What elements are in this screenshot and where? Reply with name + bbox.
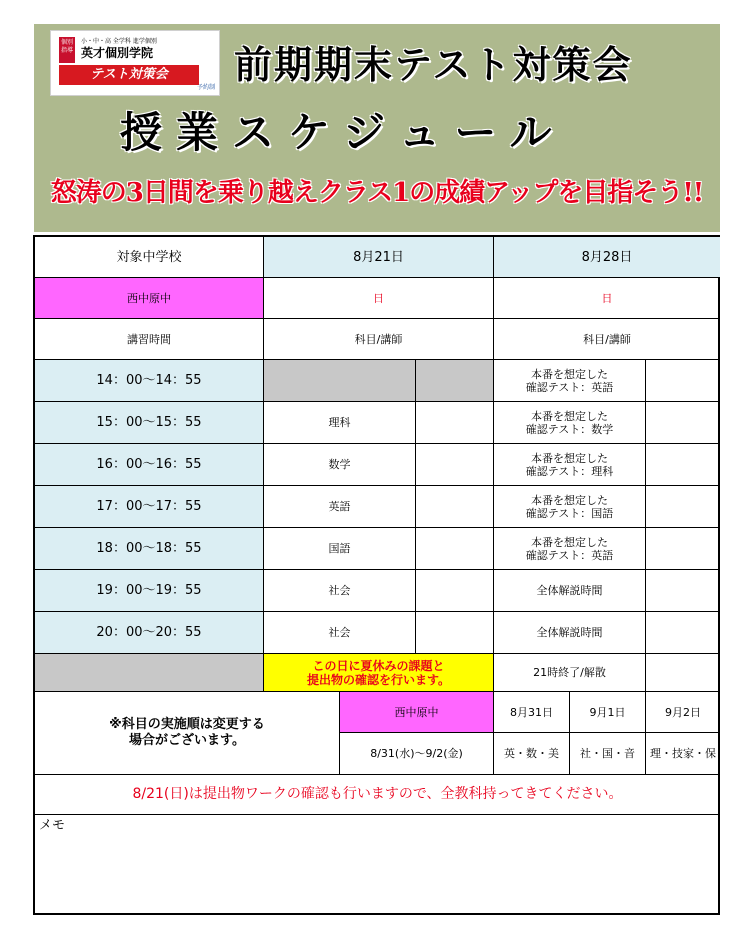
day2-slot-4: 本番を想定した 確認テスト：国語 (494, 486, 646, 528)
day2-slot-2: 本番を想定した 確認テスト：数学 (494, 402, 646, 444)
day-1: 日 (264, 278, 494, 319)
header-banner (34, 24, 720, 232)
day1-teacher-6 (416, 570, 494, 612)
day1-slot-5: 国語 (264, 528, 416, 570)
date-1: 8月21日 (264, 237, 494, 278)
end-note: 21時終了/解散 (494, 654, 646, 692)
day2-teacher-3 (646, 444, 720, 486)
time-slot-3: 16：00〜16：55 (35, 444, 264, 486)
school-name: 西中原中 (35, 278, 264, 319)
day1-teacher-4 (416, 486, 494, 528)
day2-slot-3: 本番を想定した 確認テスト：理科 (494, 444, 646, 486)
day2-teacher-1 (646, 360, 720, 402)
logo-band: テスト対策会 (59, 65, 199, 85)
day1-slot-2: 理科 (264, 402, 416, 444)
time-slot-4: 17：00〜17：55 (35, 486, 264, 528)
slogan: 怒涛の3日間を乗り越えクラス1の成績アップを目指そう!! (50, 178, 704, 208)
day-2: 日 (494, 278, 720, 319)
day2-slot-1: 本番を想定した 確認テスト：英語 (494, 360, 646, 402)
day2-teacher-2 (646, 402, 720, 444)
logo-school-name: 英才個別学院 (81, 46, 154, 60)
time-slot-7: 20：00〜20：55 (35, 612, 264, 654)
subject-teacher-1: 科目/講師 (264, 319, 494, 360)
test-school: 西中原中 (340, 692, 494, 733)
day1-slot-3: 数学 (264, 444, 416, 486)
test-date-3: 9月2日 (646, 692, 720, 733)
school-label: 対象中学校 (35, 237, 264, 278)
memo-label: メモ (39, 818, 66, 833)
test-subjects-1: 英・数・美 (494, 733, 570, 775)
day1-teacher-3 (416, 444, 494, 486)
day2-slot-7: 全体解説時間 (494, 612, 646, 654)
day2-slot-5: 本番を想定した 確認テスト：英語 (494, 528, 646, 570)
time-slot-6: 19：00〜19：55 (35, 570, 264, 612)
test-subjects-2: 社・国・音 (570, 733, 646, 775)
notice: 8/21(日)は提出物ワークの確認も行いますので、全教科持ってきてください。 (35, 775, 720, 815)
end-note-extra (646, 654, 720, 692)
time-slot-5: 18：00〜18：55 (35, 528, 264, 570)
day1-teacher-1 (416, 360, 494, 402)
order-note: ※科目の実施順は変更する 場合がございます。 (35, 692, 340, 775)
logo-tag: 個別指導 (59, 37, 75, 63)
day1-slot-7: 社会 (264, 612, 416, 654)
day2-teacher-5 (646, 528, 720, 570)
day1-slot-4: 英語 (264, 486, 416, 528)
day2-teacher-4 (646, 486, 720, 528)
date-2: 8月28日 (494, 237, 720, 278)
day2-teacher-7 (646, 612, 720, 654)
period-label: 講習時間 (35, 319, 264, 360)
logo-sub: 予約制 (196, 84, 215, 91)
test-subjects-3: 理・技家・保 (646, 733, 720, 775)
day1-slot-1 (264, 360, 416, 402)
test-period: 8/31(水)〜9/2(金) (340, 733, 494, 775)
subject-teacher-2: 科目/講師 (494, 319, 720, 360)
homework-blank (35, 654, 264, 692)
time-slot-2: 15：00〜15：55 (35, 402, 264, 444)
time-slot-1: 14：00〜14：55 (35, 360, 264, 402)
memo-area (35, 815, 720, 913)
logo-tagline: 小・中・高 全学科 進学個別 (81, 38, 157, 45)
day1-teacher-5 (416, 528, 494, 570)
day2-teacher-6 (646, 570, 720, 612)
page-subtitle: 授業スケジュール (120, 108, 566, 157)
day1-teacher-2 (416, 402, 494, 444)
day2-slot-6: 全体解説時間 (494, 570, 646, 612)
homework-check-note: この日に夏休みの課題と 提出物の確認を行います。 (264, 654, 494, 692)
school-logo (50, 30, 220, 96)
schedule-table (33, 235, 720, 915)
page-title: 前期期末テスト対策会 (234, 42, 633, 87)
day1-slot-6: 社会 (264, 570, 416, 612)
test-date-2: 9月1日 (570, 692, 646, 733)
day1-teacher-7 (416, 612, 494, 654)
test-date-1: 8月31日 (494, 692, 570, 733)
